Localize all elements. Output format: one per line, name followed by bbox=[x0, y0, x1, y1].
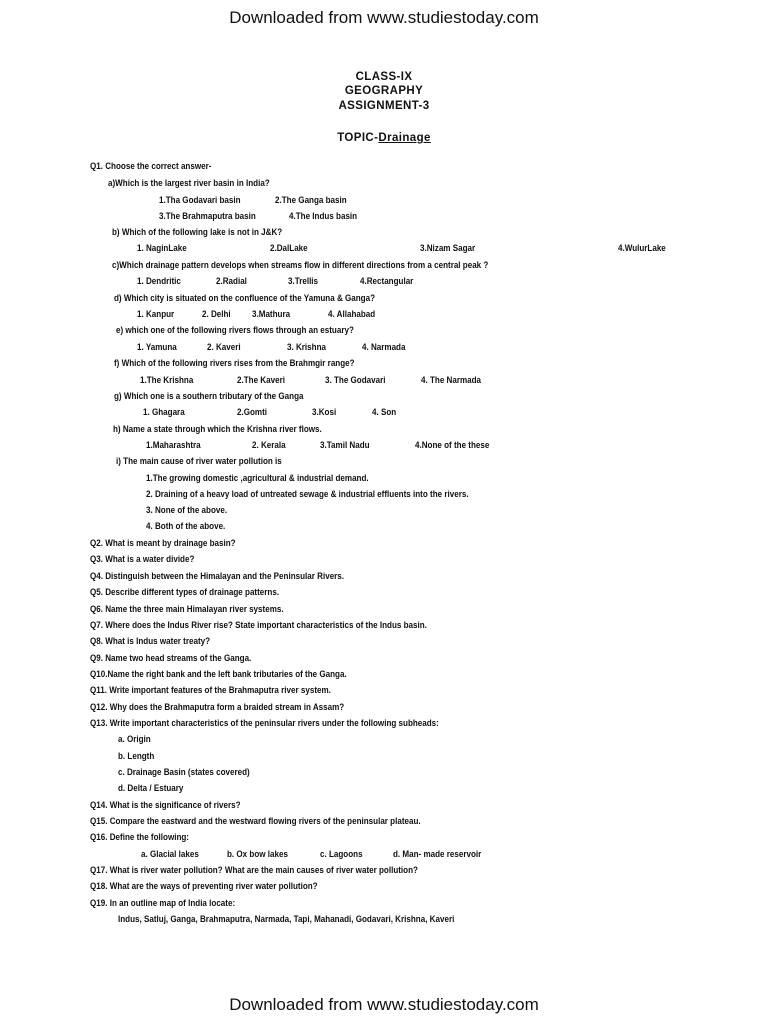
q1b-question: b) Which of the following lake is not in J&K? bbox=[112, 226, 283, 237]
q1a-option-2: 2.The Ganga basin bbox=[275, 194, 347, 205]
question-19-river-list: Indus, Satluj, Ganga, Brahmaputra, Narmada, Tapi, Mahanadi, Godavari, Krishna, Kaveri bbox=[118, 913, 455, 924]
q1e-option-3: 3. Krishna bbox=[287, 341, 326, 352]
question-16: Q16. Define the following: bbox=[90, 831, 189, 842]
question-19: Q19. In an outline map of India locate: bbox=[90, 897, 236, 908]
question-13: Q13. Write important characteristics of the peninsular rivers under the following subheads: bbox=[90, 717, 439, 728]
q1i-option-3: 3. None of the above. bbox=[146, 504, 228, 515]
q1d-option-2: 2. Delhi bbox=[202, 308, 231, 319]
q1d-option-1: 1. Kanpur bbox=[137, 308, 175, 319]
q1c-option-4: 4.Rectangular bbox=[360, 275, 414, 286]
question-16-sub-b: b. Ox bow lakes bbox=[227, 848, 288, 859]
q1d-option-3: 3.Mathura bbox=[252, 308, 291, 319]
question-7: Q7. Where does the Indus River rise? State important characteristics of the Indus basin. bbox=[90, 619, 427, 630]
q1f-option-3: 3. The Godavari bbox=[325, 374, 386, 385]
question-12: Q12. Why does the Brahmaputra form a braided stream in Assam? bbox=[90, 701, 345, 712]
question-8: Q8. What is Indus water treaty? bbox=[90, 635, 211, 646]
question-18: Q18. What are the ways of preventing river water pollution? bbox=[90, 880, 318, 891]
q1f-question: f) Which of the following rivers rises from the Brahmgir range? bbox=[114, 357, 355, 368]
q1c-option-3: 3.Trellis bbox=[288, 275, 319, 286]
question-5: Q5. Describe different types of drainage patterns. bbox=[90, 586, 280, 597]
topic-value: Drainage bbox=[378, 132, 431, 144]
q1h-option-3: 3.Tamil Nadu bbox=[320, 439, 370, 450]
question-11: Q11. Write important features of the Brahmaputra river system. bbox=[90, 684, 331, 695]
q1i-option-4: 4. Both of the above. bbox=[146, 520, 226, 531]
q1g-option-2: 2.Gomti bbox=[237, 406, 268, 417]
question-9: Q9. Name two head streams of the Ganga. bbox=[90, 652, 252, 663]
q1f-option-4: 4. The Narmada bbox=[421, 374, 482, 385]
question-13-sub-b: b. Length bbox=[118, 750, 155, 761]
download-banner-bottom: Downloaded from www.studiestoday.com bbox=[229, 995, 539, 1014]
q1b-option-2: 2.DalLake bbox=[270, 242, 308, 253]
question-16-sub-c: c. Lagoons bbox=[320, 848, 363, 859]
q1e-option-1: 1. Yamuna bbox=[137, 341, 177, 352]
download-banner-top: Downloaded from www.studiestoday.com bbox=[229, 8, 539, 27]
q1h-option-2: 2. Kerala bbox=[252, 439, 286, 450]
q1-title: Q1. Choose the correct answer- bbox=[90, 160, 212, 171]
assignment-title: ASSIGNMENT-3 bbox=[338, 100, 430, 112]
question-14: Q14. What is the significance of rivers? bbox=[90, 799, 241, 810]
q1i-question: i) The main cause of river water pollution is bbox=[116, 455, 282, 466]
q1h-option-4: 4.None of the these bbox=[415, 439, 490, 450]
q1b-option-1: 1. NaginLake bbox=[137, 242, 187, 253]
q1h-question: h) Name a state through which the Krishna river flows. bbox=[113, 423, 322, 434]
question-16-sub-a: a. Glacial lakes bbox=[141, 848, 199, 859]
q1d-option-4: 4. Allahabad bbox=[328, 308, 376, 319]
q1g-option-3: 3.Kosi bbox=[312, 406, 337, 417]
q1c-option-2: 2.Radial bbox=[216, 275, 247, 286]
question-16-sub-d: d. Man- made reservoir bbox=[393, 848, 482, 859]
subject-title: GEOGRAPHY bbox=[344, 85, 424, 97]
q1b-option-4: 4.WulurLake bbox=[618, 242, 666, 253]
topic-heading bbox=[0, 131, 768, 146]
q1e-option-2: 2. Kaveri bbox=[207, 341, 241, 352]
q1f-option-2: 2.The Kaveri bbox=[237, 374, 285, 385]
q1a-option-4: 4.The Indus basin bbox=[289, 210, 358, 221]
q1g-option-1: 1. Ghagara bbox=[143, 406, 185, 417]
question-13-sub-c: c. Drainage Basin (states covered) bbox=[118, 766, 250, 777]
question-15: Q15. Compare the eastward and the westward flowing rivers of the peninsular plateau. bbox=[90, 815, 421, 826]
q1a-option-1: 1.Tha Godavari basin bbox=[159, 194, 241, 205]
q1g-question: g) Which one is a southern tributary of the Ganga bbox=[114, 390, 304, 401]
question-3: Q3. What is a water divide? bbox=[90, 553, 195, 564]
q1e-question: e) which one of the following rivers flows through an estuary? bbox=[116, 324, 354, 335]
question-10: Q10.Name the right bank and the left bank tributaries of the Ganga. bbox=[90, 668, 347, 679]
topic-label: TOPIC- bbox=[337, 132, 379, 144]
q1c-question: c)Which drainage pattern develops when streams flow in different directions from a central peak ? bbox=[112, 259, 489, 270]
q1b-option-3: 3.Nizam Sagar bbox=[420, 242, 476, 253]
question-4: Q4. Distinguish between the Himalayan and the Peninsular Rivers. bbox=[90, 570, 345, 581]
q1c-option-1: 1. Dendritic bbox=[137, 275, 181, 286]
question-6: Q6. Name the three main Himalayan river systems. bbox=[90, 603, 284, 614]
q1a-option-3: 3.The Brahmaputra basin bbox=[159, 210, 256, 221]
question-2: Q2. What is meant by drainage basin? bbox=[90, 537, 236, 548]
question-13-sub-d: d. Delta / Estuary bbox=[118, 782, 184, 793]
q1h-option-1: 1.Maharashtra bbox=[146, 439, 201, 450]
q1i-option-1: 1.The growing domestic ,agricultural & industrial demand. bbox=[146, 472, 369, 483]
q1i-option-2: 2. Draining of a heavy load of untreated sewage & industrial effluents into the rivers. bbox=[146, 488, 469, 499]
q1g-option-4: 4. Son bbox=[372, 406, 397, 417]
question-17: Q17. What is river water pollution? What are the main causes of river water pollution? bbox=[90, 864, 418, 875]
question-13-sub-a: a. Origin bbox=[118, 733, 151, 744]
q1d-question: d) Which city is situated on the confluence of the Yamuna & Ganga? bbox=[114, 292, 376, 303]
q1f-option-1: 1.The Krishna bbox=[140, 374, 194, 385]
class-title: CLASS-IX bbox=[355, 71, 413, 83]
q1a-question: a)Which is the largest river basin in India? bbox=[108, 177, 270, 188]
q1e-option-4: 4. Narmada bbox=[362, 341, 406, 352]
